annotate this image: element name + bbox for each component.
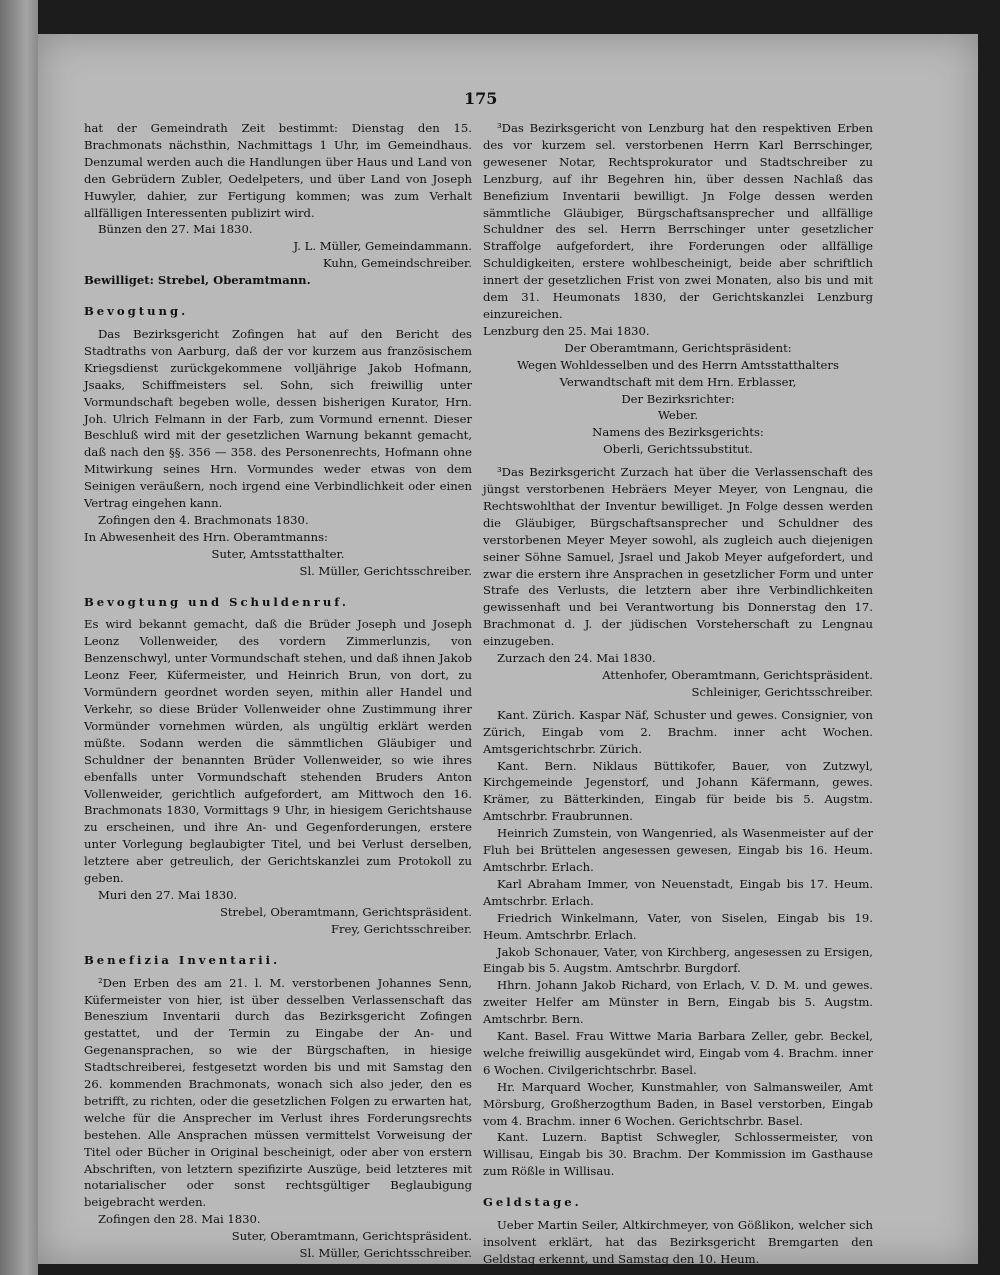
notice-note: In Abwesenheit des Hrn. Oberamtmanns: xyxy=(84,529,328,544)
notice-paragraph: ²Den Erben des am 21. l. M. verstorbenen Johannes Senn, Küfermeister von hier, ist über desselben Verlassenschaft das Beneszium Inventarii durch das Bezirksgericht Zofingen gestattet, und der Termin zu Eingabe der An- und Gegenansprachen, so wie der Bürgschaften, in hiesige Stadtschreiberei, festgesetzt worden bis und mit Samstag den 26. kommenden Brachmonats, wonach sich also jeder, den es betrifft, zu richten, oder die gesetzlichen Folgen zu erwarten hat, welche für die Ansprecher im Verlust ihres Forderungsrechts bestehen. Alle Ansprachen müssen vermittelst Vorweisung der Titel oder Bücher in Original bescheinigt, oder aber von erstern Abschriften, von letztern spezifizirte Auszüge, beid letzteres mit notarialischer oder sonst rechtsgültiger Beglaubigung beigebracht werden. xyxy=(84,975,472,1210)
notice-date: Zofingen den 4. Brachmonats 1830. xyxy=(98,512,309,527)
signature: Sl. Müller, Gerichtsschreiber. xyxy=(299,1246,472,1261)
signature: Schleiniger, Gerichtsschreiber. xyxy=(691,684,873,699)
notice-date: Zofingen den 28. Mai 1830. xyxy=(98,1212,261,1227)
notice-paragraph: Ueber Martin Seiler, Altkirchmeyer, von Gößlikon, welcher sich insolvent erklärt, hat das Bezirksgericht Bremgarten den Geldstag erkennt, und Samstag den 10. Heum. xyxy=(483,1218,873,1266)
notice-paragraph: Es wird bekannt gemacht, daß die Brüder Joseph und Joseph Leonz Vollenweider, des vordern Zimmerlunzis, von Benzenschwyl, unter Vormundschaft stehen, und daß ihnen Jakob Leonz Feer, Küfermeister, und Heinrich Brun, von dort, zu Vormündern geordnet worden seyen, mithin aller Handel und Verkehr, so diese Brüder Vollenweider ohne Zustimmung ihrer Vormünder vornehmen würden, als ungültig erklärt werden müßte. Sodann werden die sämmtlichen Gläubiger und Schuldner der benannten Brüder Vollenweider, so wie ihres ebenfalls unter Vormundschaft stehenden Bruders Anton Vollenweider, gerichtlich aufgefordert, am Mittwoch den 16. Brachmonats 1830, Vormittags 9 Uhr, in hiesigem Gerichtshause zu erscheinen, und ihre An- und Gegenforderungen, erstere unter Vorlegung beglaubigter Titel, und bei Verlust derselben, letztere aber getreulich, der Gerichtskanzlei zum Protokoll zu geben. xyxy=(84,617,472,886)
signature: Oberli, Gerichtssubstitut. xyxy=(603,442,753,457)
notice-date: Zurzach den 24. Mai 1830. xyxy=(497,651,656,666)
list-item: Hr. Marquard Wocher, Kunstmahler, von Salmansweiler, Amt Mörsburg, Großherzogthum Baden, in Basel verstorben, Eingab vom 4. Brachm. inner 6 Wochen. Gerichtschrbr. Basel. xyxy=(483,1079,873,1128)
list-item: Jakob Schonauer, Vater, von Kirchberg, angesessen zu Ersigen, Eingab bis 5. Augstm. Amtschrbr. Burgdorf. xyxy=(483,944,873,976)
signature: Kuhn, Gemeindschreiber. xyxy=(322,256,472,271)
notice-date: Bünzen den 27. Mai 1830. xyxy=(98,222,253,237)
book-spine xyxy=(0,0,38,1275)
signature: Suter, Oberamtmann, Gerichtspräsident. xyxy=(231,1229,472,1244)
signature: Attenhofer, Oberamtmann, Gerichtspräsident. xyxy=(602,668,873,682)
list-item: Kant. Luzern. Baptist Schwegler, Schlossermeister, von Willisau, Eingab bis 30. Brachm. Der Kommission im Gasthause zum Rößle in Willisau. xyxy=(483,1130,873,1179)
list-item: Hhrn. Johann Jakob Richard, von Erlach, V. D. M. und gewes. zweiter Helfer am Münster in Bern, Eingab bis 5. Augstm. Amtschrbr. Bern. xyxy=(483,978,873,1027)
list-item: Kant. Zürich. Kaspar Näf, Schuster und gewes. Consignier, von Zürich, Eingab vom 2. Brachm. inner acht Wochen. Amtsgerichtschrbr. Zürich. xyxy=(483,707,873,756)
right-column xyxy=(483,120,873,1268)
signature: Suter, Amtsstatthalter. xyxy=(211,546,345,561)
page-number: 175 xyxy=(464,89,498,108)
list-item: Kant. Bern. Niklaus Büttikofer, Bauer, von Zutzwyl, Kirchgemeinde Jegenstorf, und Johann Käfermann, gewes. Krämer, zu Bätterkinden, Eingab für beide bis 5. Augstm. Amtschrbr. Fraubrunnen. xyxy=(483,758,873,824)
signature: Wegen Wohldesselben und des Herrn Amtsstatthalters Verwandtschaft mit dem Hrn. Erblasser, xyxy=(517,357,839,389)
signature: Namens des Bezirksgerichts: xyxy=(592,425,764,440)
notice-paragraph: ³Das Bezirksgericht Zurzach hat über die Verlassenschaft des jüngst verstorbenen Hebräers Meyer Meyer, von Lengnau, die Rechtswohlthat der Inventur bewilliget. Jn Folge dessen werden die Gläubiger, Bürgschaftsansprecher und Schuldner des verstorbenen Meyer Meyer sowohl, als zugleich auch diejenigen seiner Söhne Samuel, Jsrael und Jakob Meyer aufgefordert, und zwar die erstern ihre Ansprachen in gesetzlicher Form und unter Strafe des Verlusts, die letztern aber ihre Verbindlichkeiten gewissenhaft und bei Verantwortung bis Donnerstag den 17. Brachmonat d. J. der jüdischen Vorsteherschaft zu Lengnau einzugeben. xyxy=(483,465,873,649)
section-heading: Benefizia Inventarii. xyxy=(84,952,281,967)
notice-date: Lenzburg den 25. Mai 1830. xyxy=(483,323,650,338)
section-heading: Bevogtung. xyxy=(84,304,189,319)
signature: J. L. Müller, Gemeindammann. xyxy=(293,239,472,254)
section-heading: Bevogtung und Schuldenruf. xyxy=(84,594,349,609)
signature: Sl. Müller, Gerichtsschreiber. xyxy=(299,563,472,578)
list-item: Friedrich Winkelmann, Vater, von Siselen, Eingab bis 19. Heum. Amtschrbr. Erlach. xyxy=(483,910,873,942)
approval: Bewilliget: Strebel, Oberamtmann. xyxy=(84,273,311,288)
signature: Weber. xyxy=(657,408,699,423)
signature: Frey, Gerichtsschreiber. xyxy=(330,921,472,936)
list-item: Karl Abraham Immer, von Neuenstadt, Eingab bis 17. Heum. Amtschrbr. Erlach. xyxy=(483,876,873,908)
left-column xyxy=(84,120,472,1262)
list-item: Heinrich Zumstein, von Wangenried, als Wasenmeister auf der Fluh bei Brüttelen angesessen gewesen, Eingab bis 16. Heum. Amtschrbr. Erlach. xyxy=(483,826,873,874)
notice-paragraph: hat der Gemeindrath Zeit bestimmt: Dienstag den 15. Brachmonats nächsthin, Nachmittags 1 Uhr, im Gemeindhaus. Denzumal werden auch die Handlungen über Haus und Land von den Gebrüdern Zubler, Oedelpeters, und über Land von Joseph Huwyler, dahier, zur Fertigung kommen; was zum Verhalt allfälligen Interessenten publizirt wird. xyxy=(84,121,472,220)
signature: Der Bezirksrichter: xyxy=(621,391,735,406)
notice-paragraph: Das Bezirksgericht Zofingen hat auf den Bericht des Stadtraths von Aarburg, daß der vor kurzem aus französischem Kriegsdienst zurückgekommene volljährige Jakob Hofmann, Jsaaks, Schiffmeisters sel. Sohn, sich freiwillig unter Vormundschaft begeben wolle, dessen bisherigen Kurator, Hrn. Joh. Ulrich Felmann in der Farb, zum Vormund ernennt. Dieser Beschluß wird mit der gesetzlichen Warnung bekannt gemacht, daß nach den §§. 356 — 358. des Personenrechts, Hofmann ohne Mitwirkung seines Hrn. Vormundes weder etwas von dem Seinigen veräußern, noch irgend eine Verbindlichkeit oder einen Vertrag eingehen kann. xyxy=(84,326,472,511)
section-heading: Geldstage. xyxy=(483,1195,582,1210)
signature: Der Oberamtmann, Gerichtspräsident: xyxy=(564,340,792,355)
signature: Strebel, Oberamtmann, Gerichtspräsident. xyxy=(219,904,472,919)
list-item: Kant. Basel. Frau Wittwe Maria Barbara Zeller, gebr. Beckel, welche freiwillig ausgekündet wird, Eingab vom 4. Brachm. inner 6 Wochen. Civilgerichtschrbr. Basel. xyxy=(483,1029,873,1077)
notice-date: Muri den 27. Mai 1830. xyxy=(98,887,238,902)
notice-paragraph: ³Das Bezirksgericht von Lenzburg hat den respektiven Erben des vor kurzem sel. verstorbenen Herrn Karl Berrschinger, gewesener Notar, Rechtsprokurator und Stadtschreiber zu Lenzburg, auf ihr Begehren hin, über dessen Nachlaß das Benefizium Inventarii bewilligt. Jn Folge dessen werden sämmtliche Gläubiger, Bürgschaftsansprecher und allfällige Schuldner des sel. Herrn Berrschinger unter gesetzlicher Straffolge aufgefordert, ihre Forderungen oder allfällige Schuldigkeiten, erstere wohlbescheinigt, beide aber schriftlich innert der gesetzlichen Frist von zwei Monaten, also bis und mit dem 31. Heumonats 1830, der Gerichtskanzlei Lenzburg einzureichen. xyxy=(483,121,873,321)
